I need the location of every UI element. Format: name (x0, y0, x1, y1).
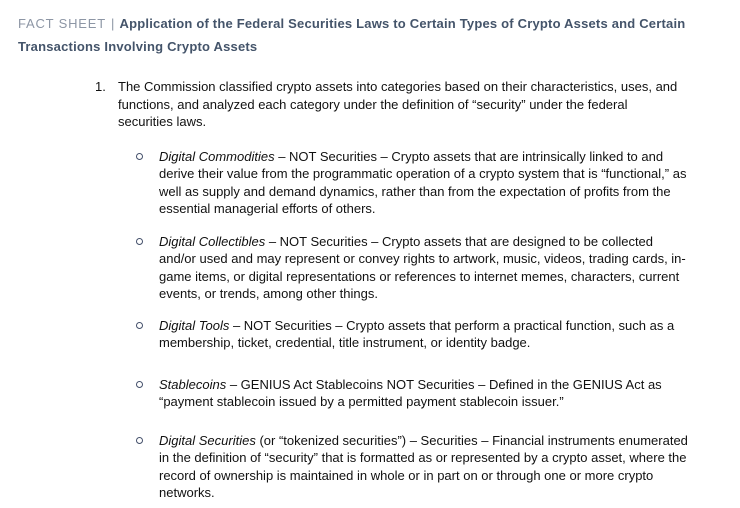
list-item-stablecoins (135, 376, 740, 411)
bullet-term: Digital Securities (159, 432, 256, 448)
bullet-definition: – NOT Securities – Crypto assets that are intrinsically linked to and derive their value from the programmatic operation of a crypto system that is “functional,” as well as supply and demand dynamics, rather than from the expectation of profits from the essential managerial efforts of others. (159, 148, 687, 216)
list-number: 1. (95, 79, 106, 94)
bullet-text (159, 233, 693, 303)
page-header (0, 0, 740, 58)
fact-sheet-label: FACT SHEET (18, 16, 106, 31)
bullet-text (159, 376, 693, 411)
title-separator: | (110, 16, 115, 31)
circle-bullet-icon (136, 322, 143, 329)
list-item-digital-securities (135, 432, 740, 502)
numbered-list-item (95, 78, 740, 131)
bullet-list (135, 148, 740, 502)
bullet-text (159, 432, 693, 502)
bullet-definition: – NOT Securities – Crypto assets that are designed to be collected and/or used and may represent or convey rights to artwork, music, videos, trading cards, in-game items, or digital representations or references to internet memes, characters, current events, or trends, among other things. (159, 233, 686, 301)
intro-paragraph: The Commission classified crypto assets into categories based on their characteristics, uses, and functions, and analyzed each category under the definition of “security” under the federal securities laws. (118, 79, 678, 129)
circle-bullet-icon (136, 437, 143, 444)
bullet-term: Stablecoins (159, 376, 227, 392)
bullet-text (159, 317, 693, 352)
document-title: Application of the Federal Securities Laws to Certain Types of Crypto Assets and Certain Transactions Involving Crypto Assets (18, 16, 686, 54)
bullet-term: Digital Tools (159, 317, 230, 333)
list-item-digital-tools (135, 317, 740, 352)
bullet-definition: – NOT Securities – Crypto assets that perform a practical function, such as a membership, ticket, credential, title instrument, or identity badge. (159, 317, 675, 350)
list-item-digital-commodities (135, 148, 740, 218)
bullet-definition: – GENIUS Act Stablecoins NOT Securities – Defined in the GENIUS Act as “payment stablecoin issued by a permitted payment stablecoin issuer.” (159, 376, 662, 409)
bullet-definition: (or “tokenized securities”) – Securities – Financial instruments enumerated in the definition of “security” that is formatted as or represented by a crypto asset, where the record of ownership is maintained in whole or in part on or through one or more crypto networks. (159, 432, 688, 500)
bullet-text (159, 148, 693, 218)
circle-bullet-icon (136, 381, 143, 388)
circle-bullet-icon (136, 238, 143, 245)
bullet-term: Digital Commodities (159, 148, 275, 164)
list-item-digital-collectibles (135, 233, 740, 303)
bullet-term: Digital Collectibles (159, 233, 266, 249)
circle-bullet-icon (136, 153, 143, 160)
